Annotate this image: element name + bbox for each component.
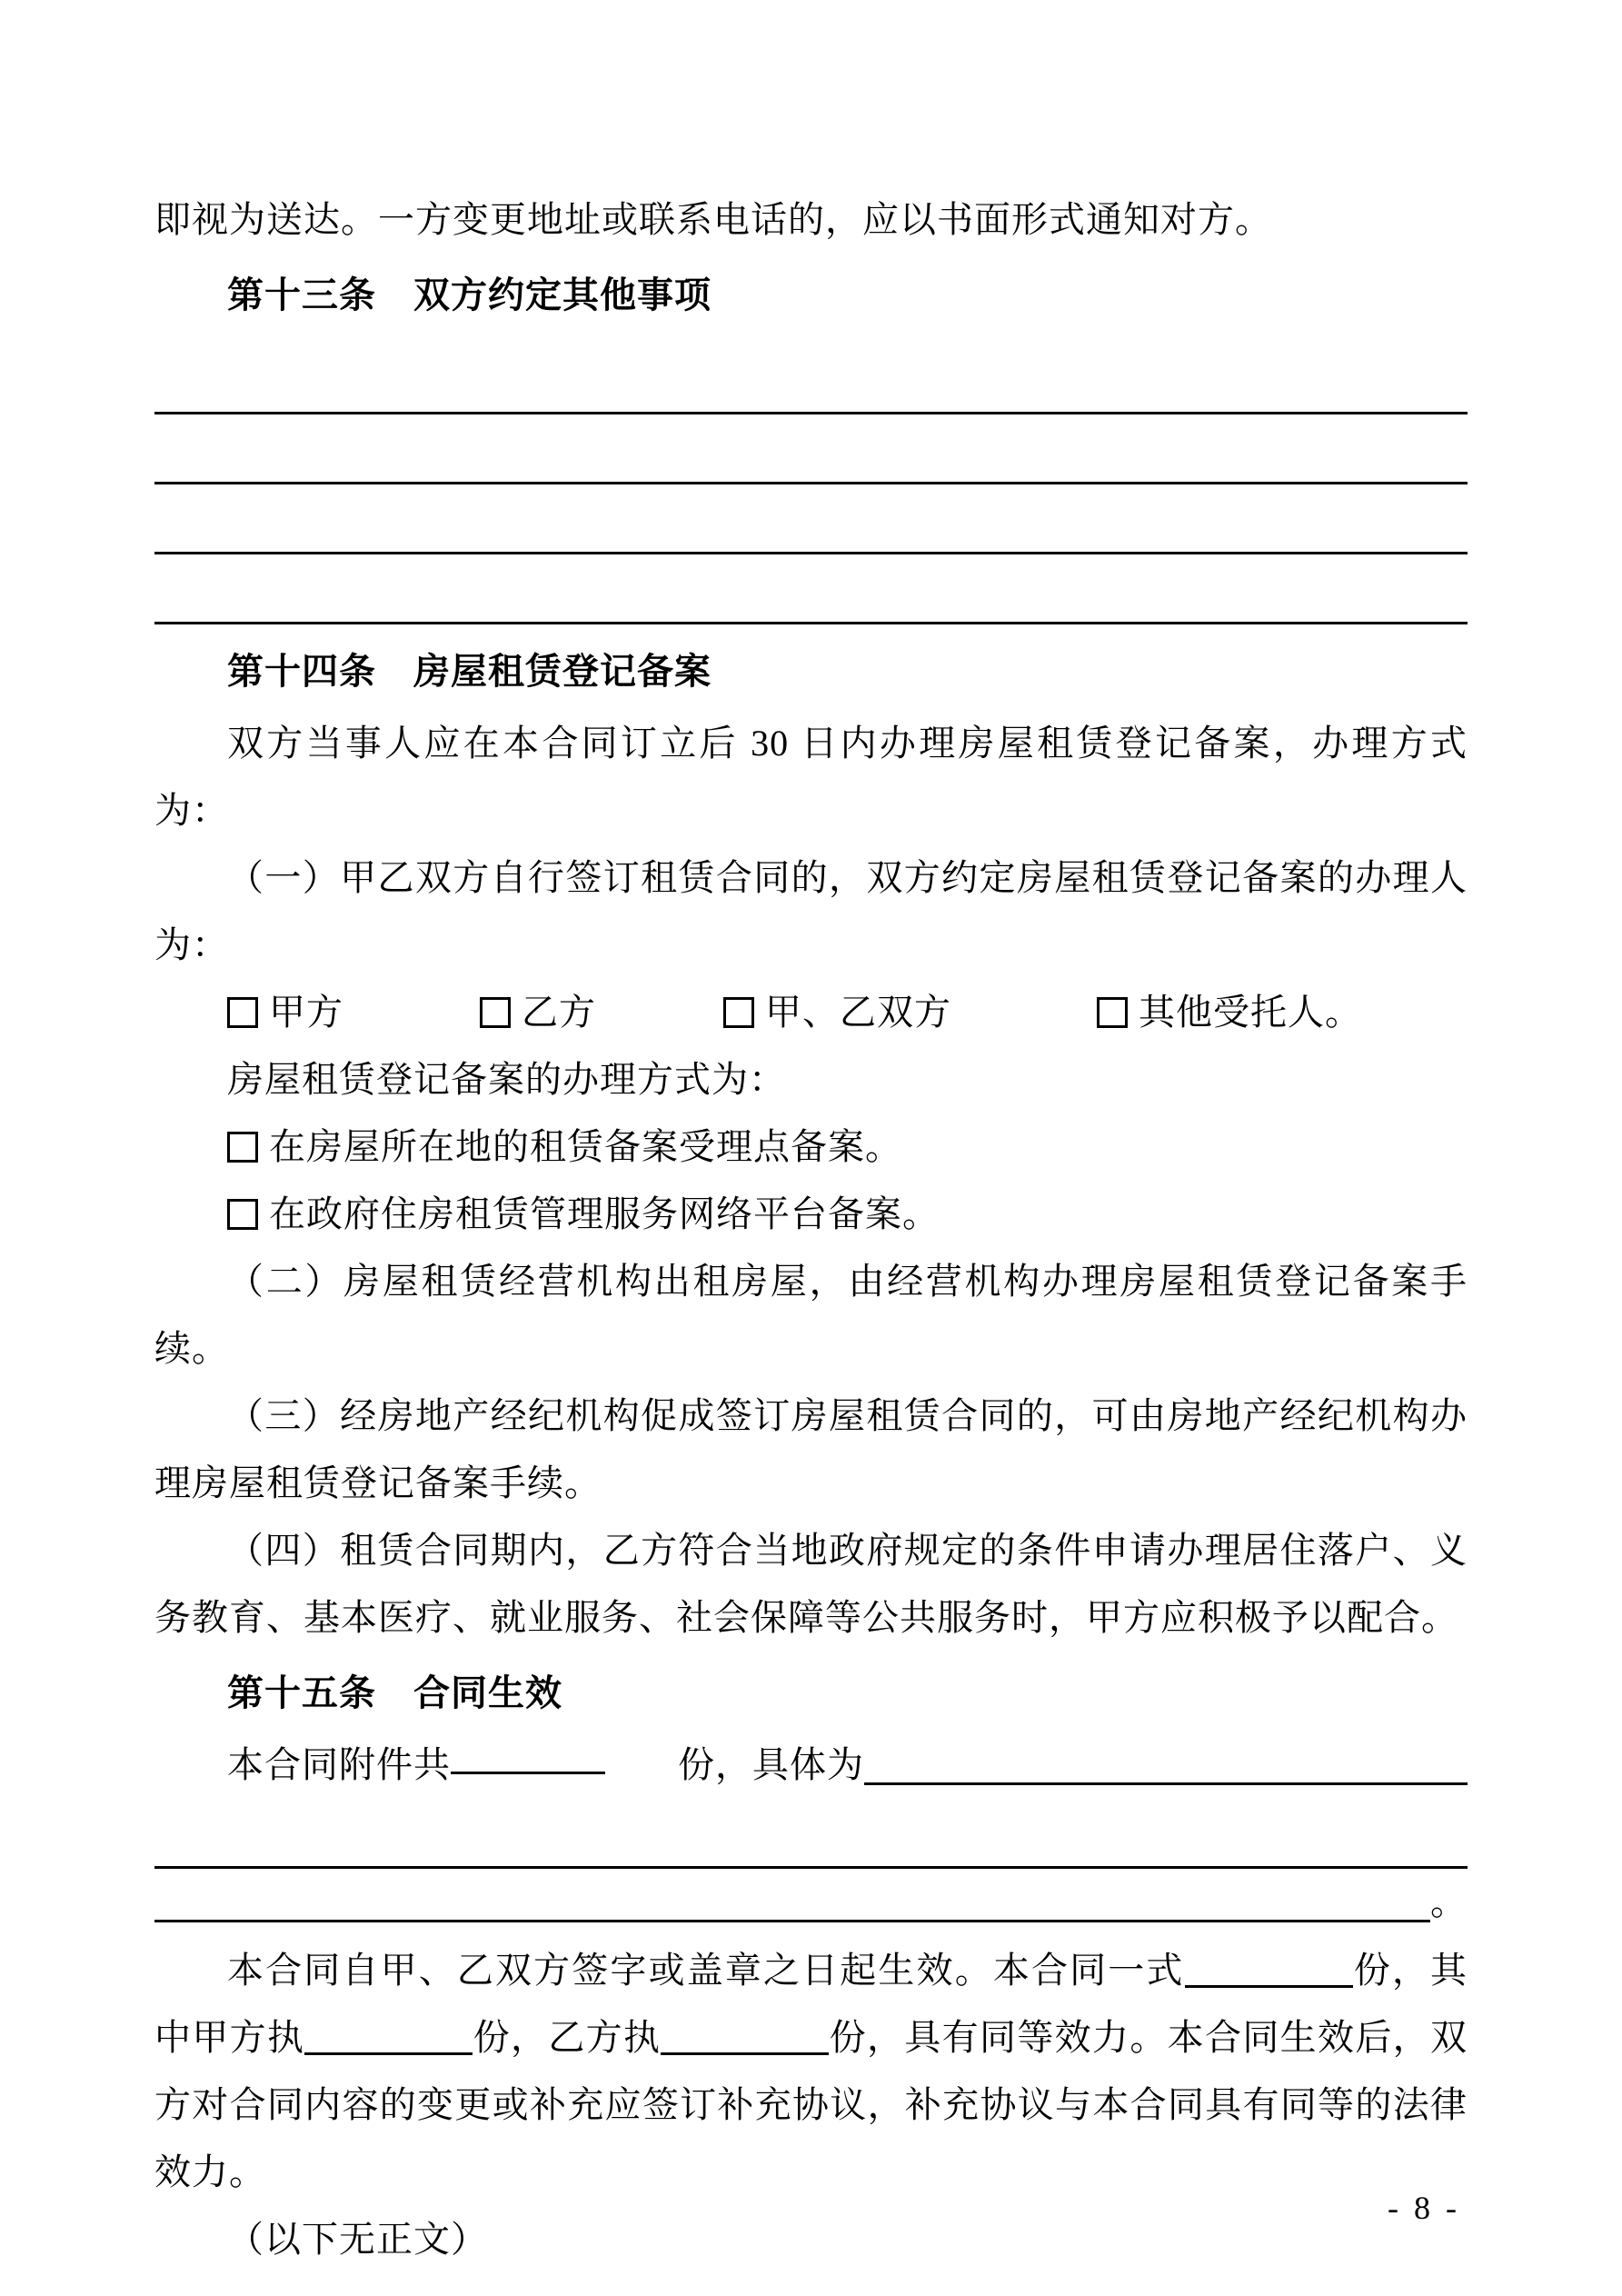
article-14-heading: 第十四条 房屋租赁登记备案: [227, 651, 711, 692]
checkbox-method-local[interactable]: [227, 1132, 258, 1163]
checkbox-party-other[interactable]: [1097, 997, 1128, 1028]
party-option-label: 乙方: [522, 992, 596, 1033]
effective-text-4: 份，具有同等效力。本合同生效后，双方对合同内容的变更或补充应签订补充协议，补充协议与本合同具有同等的法律效力。: [154, 2017, 1468, 2192]
method-option-label: 在政府住房租赁管理服务网络平台备案。: [269, 1193, 940, 1234]
line-end-period: 。: [1430, 1882, 1468, 1922]
a14-method-option-local: [154, 1113, 1468, 1181]
a14-intro-paragraph: 双方当事人应在本合同订立后 30 日内办理房屋租赁登记备案，办理方式为：: [154, 723, 1468, 831]
blank-attachment-detail[interactable]: [864, 1732, 1468, 1785]
party-option-other: [1097, 979, 1362, 1046]
attachment-detail-prefix: 份，具体为: [678, 1744, 864, 1785]
a14-method-label: 房屋租赁登记备案的办理方式为：: [227, 1059, 786, 1100]
a14-party-options-row: [154, 979, 1468, 1046]
blank-copies-party-b[interactable]: [661, 2012, 829, 2055]
party-option-label: 其他受托人。: [1139, 992, 1362, 1033]
blank-field-line-4[interactable]: [154, 554, 1468, 624]
a14-item4-paragraph: （四）租赁合同期内，乙方符合当地政府规定的条件申请办理居住落户、义务教育、基本医疗、就业服务、社会保障等公共服务时，甲方应积极予以配合。: [154, 1530, 1468, 1638]
a15-effective-paragraph: [154, 1937, 1468, 2206]
blank-attachment-line-2[interactable]: [154, 1799, 1468, 1869]
carryover-paragraph: 即视为送达。一方变更地址或联系电话的，应以书面形式通知对方。: [154, 199, 1272, 240]
a14-item1-paragraph: （一）甲乙双方自行签订租赁合同的，双方约定房屋租赁登记备案的办理人为：: [154, 857, 1468, 965]
article-13-blank-lines: [154, 344, 1468, 624]
contract-body: [154, 186, 1468, 2273]
a15-attachment-line: [154, 1732, 1468, 1799]
checkbox-party-both[interactable]: [723, 997, 754, 1028]
blank-attachment-count[interactable]: [451, 1732, 605, 1774]
blank-attachment-line-3[interactable]: [154, 1869, 1430, 1922]
effective-text-1: 本合同自甲、乙双方签字或盖章之日起生效。本合同一式: [227, 1950, 1185, 1991]
effective-text-2: 份，其中甲方执: [154, 1950, 1468, 2058]
a15-attachment-line-3: [154, 1869, 1468, 1937]
checkbox-party-yifang[interactable]: [480, 997, 511, 1028]
party-option-label: 甲方: [269, 992, 343, 1033]
a14-method-option-platform: [154, 1181, 1468, 1248]
page-number: - 8 -: [1388, 2190, 1460, 2226]
a14-item3-paragraph: （三）经房地产经纪机构促成签订房屋租赁合同的，可由房地产经纪机构办理房屋租赁登记备案手续。: [154, 1395, 1468, 1503]
method-option-label: 在房屋所在地的租赁备案受理点备案。: [269, 1126, 902, 1167]
checkbox-party-jiafang[interactable]: [227, 997, 258, 1028]
effective-text-3: 份，乙方执: [473, 2017, 662, 2058]
party-option-both: [723, 979, 951, 1046]
party-option-jiafang: [227, 979, 343, 1046]
checkbox-method-platform[interactable]: [227, 1199, 258, 1230]
blank-copies-party-a[interactable]: [304, 2012, 473, 2055]
party-option-yifang: [480, 979, 596, 1046]
party-option-label: 甲、乙双方: [765, 992, 951, 1033]
attachment-count-prefix: 本合同附件共: [227, 1744, 451, 1785]
article-15-heading: 第十五条 合同生效: [227, 1672, 562, 1713]
blank-field-line-1[interactable]: [154, 344, 1468, 414]
blank-field-line-2[interactable]: [154, 414, 1468, 484]
no-more-text-note: （以下无正文）: [227, 2219, 488, 2260]
blank-copies-total[interactable]: [1185, 1945, 1353, 1988]
article-13-heading: 第十三条 双方约定其他事项: [227, 275, 711, 315]
a14-item2-paragraph: （二）房屋租赁经营机构出租房屋，由经营机构办理房屋租赁登记备案手续。: [154, 1261, 1468, 1369]
blank-field-line-3[interactable]: [154, 484, 1468, 554]
